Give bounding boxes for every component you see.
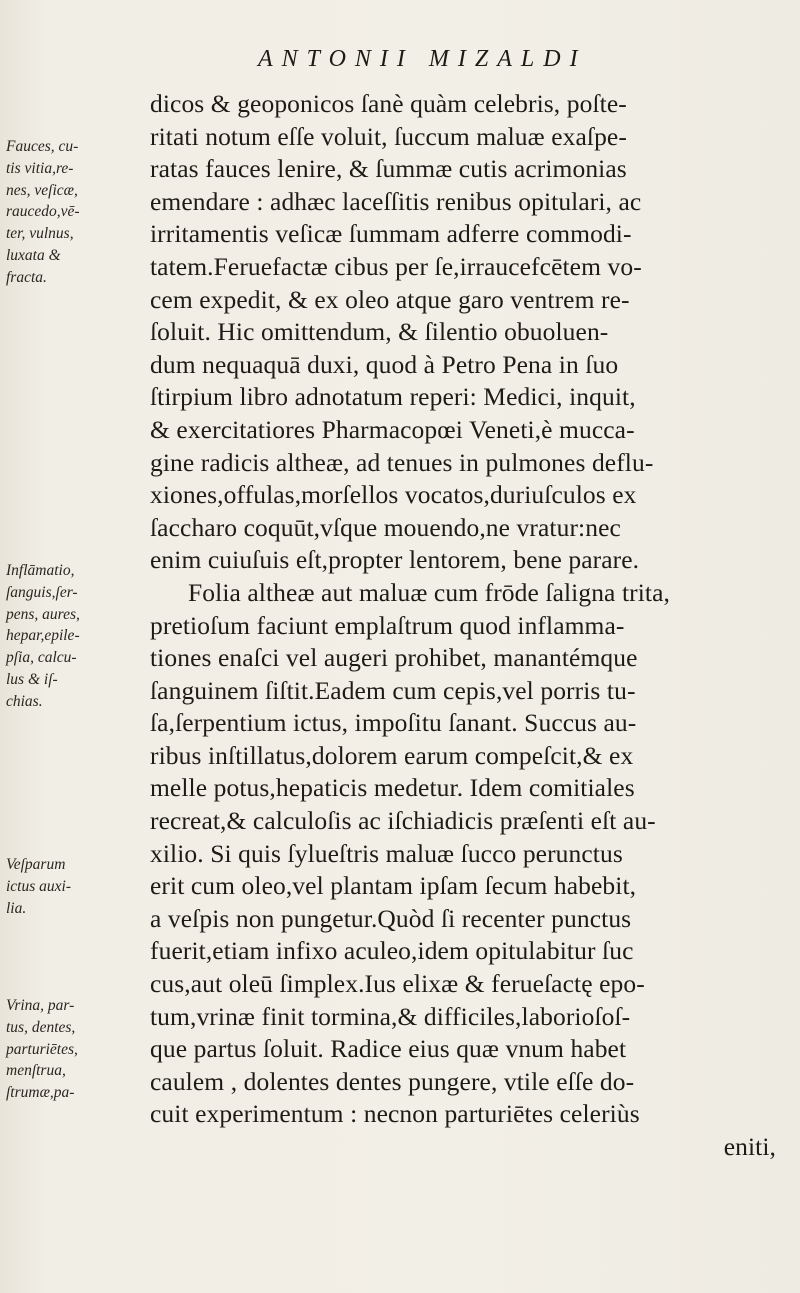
margin-note-line: menſtrua, [6,1062,66,1080]
text-line: que partus ſoluit. Radice eius quæ vnum habet [150,1034,627,1064]
text-line: dum nequaquā duxi, quod à Petro Pena in ſuo [150,349,619,379]
text-line: melle potus,hepaticis medetur. Idem comitiales [150,773,635,803]
text-line: ratas fauces lenire, & ſummæ cutis acrimonias [150,154,627,184]
margin-note-line: tus, dentes, [6,1018,76,1036]
text-line: ſa,ſerpentium ictus, impoſitu ſanant. Succus au- [150,708,637,738]
text-line: ſoluit. Hic omittendum, & ſilentio obuoluen- [150,317,609,347]
text-line: enim cuiuſuis eſt,propter lentorem, bene parare. [150,545,640,575]
margin-note-line: Veſparum [6,856,66,873]
margin-note-line: chias. [6,692,43,710]
text-line: irritamentis veſicæ ſummam adferre commodi- [150,219,632,249]
margin-note-line: ſtrumæ,pa- [6,1084,75,1102]
text-line: xilio. Si quis ſylueſtris maluæ ſucco perunctus [150,838,623,868]
margin-note-line: tis vitia,re- [6,159,74,177]
paragraph-start-line: Folia altheæ aut maluæ cum frōde ſaligna trita, [188,577,670,607]
margin-note-line: parturiētes, [6,1040,78,1058]
text-line: a veſpis non pungetur.Quòd ſi recenter punctus [150,903,632,933]
text-line: ſaccharo coquūt,vſque mouendo,ne vratur:nec [150,512,621,542]
margin-note-line: luxata & [6,246,61,264]
margin-note-line: ictus auxi- [6,877,71,895]
text-line: erit cum oleo,vel plantam ipſam ſecum habebit, [150,871,637,901]
body-text [150,88,790,1164]
text-line: tatem.Feruefactæ cibus per ſe,irraucefcētem vo- [150,251,642,281]
margin-note-line: ſanguis,ſer- [6,583,78,601]
margin-note-inflammatio [6,560,144,713]
text-line: caulem , dolentes dentes pungere, vtile eſſe do- [150,1066,635,1096]
margin-note-line: ter, vulnus, [6,225,74,243]
text-line: pretioſum faciunt emplaſtrum quod inflamma- [150,610,625,640]
text-line: xiones,offulas,morſellos vocatos,duriuſculos ex [150,480,637,510]
text-line: tiones enaſci vel augeri prohibet, manantémque [150,643,638,673]
margin-note-line: raucedo,vē- [6,203,80,221]
margin-note-line: Inflāmatio, [6,562,75,579]
text-line: cuit experimentum : necnon parturiētes celeriùs [150,1099,640,1129]
margin-note-line: pſia, calcu- [6,649,77,667]
running-head: ANTONII MIZALDI [258,46,587,72]
text-line: ſanguinem ſiſtit.Eadem cum cepis,vel porris tu- [150,675,636,705]
text-line: recreat,& calculoſis ac iſchiadicis præſenti eſt au- [150,806,656,836]
margin-note-line: pens, aures, [6,605,80,623]
text-line: tum,vrinæ finit tormina,& difficiles,laborioſoſ- [150,1001,631,1031]
text-line: ritati notum eſſe voluit, ſuccum maluæ exaſpe- [150,121,627,151]
margin-note-vrina [6,995,144,1104]
text-line: emendare : adhæc laceſſitis renibus opitulari, ac [150,186,642,216]
margin-note-line: Vrina, par- [6,997,75,1014]
margin-note-line: Fauces, cu- [6,138,79,155]
margin-note-fauces [6,136,144,289]
margin-note-line: nes, veſicæ, [6,181,78,199]
text-line: ſtirpium libro adnotatum reperi: Medici, inquit, [150,382,636,412]
margin-note-vesparum [6,854,144,919]
text-line: & exercitatiores Pharmacopœi Veneti,è mucca- [150,414,635,444]
text-line: dicos & geoponicos ſanè quàm celebris, poſte- [150,89,627,118]
text-line: cem expedit, & ex oleo atque garo ventrem re- [150,284,630,314]
margin-note-line: lus & iſ- [6,670,58,688]
margin-note-line: lia. [6,899,27,917]
text-line: gine radicis altheæ, ad tenues in pulmones deflu- [150,447,654,477]
margin-note-line: hepar,epile- [6,627,80,645]
text-line: cus,aut oleū ſimplex.Ius elixæ & ferueſactę epo- [150,969,645,999]
text-line: fuerit,etiam infixo aculeo,idem opitulabitur ſuc [150,936,634,966]
text-line: ribus inſtillatus,dolorem earum compeſcit,& ex [150,740,634,770]
catchword-line: eniti, [723,1132,776,1161]
margin-note-line: fracta. [6,268,47,286]
